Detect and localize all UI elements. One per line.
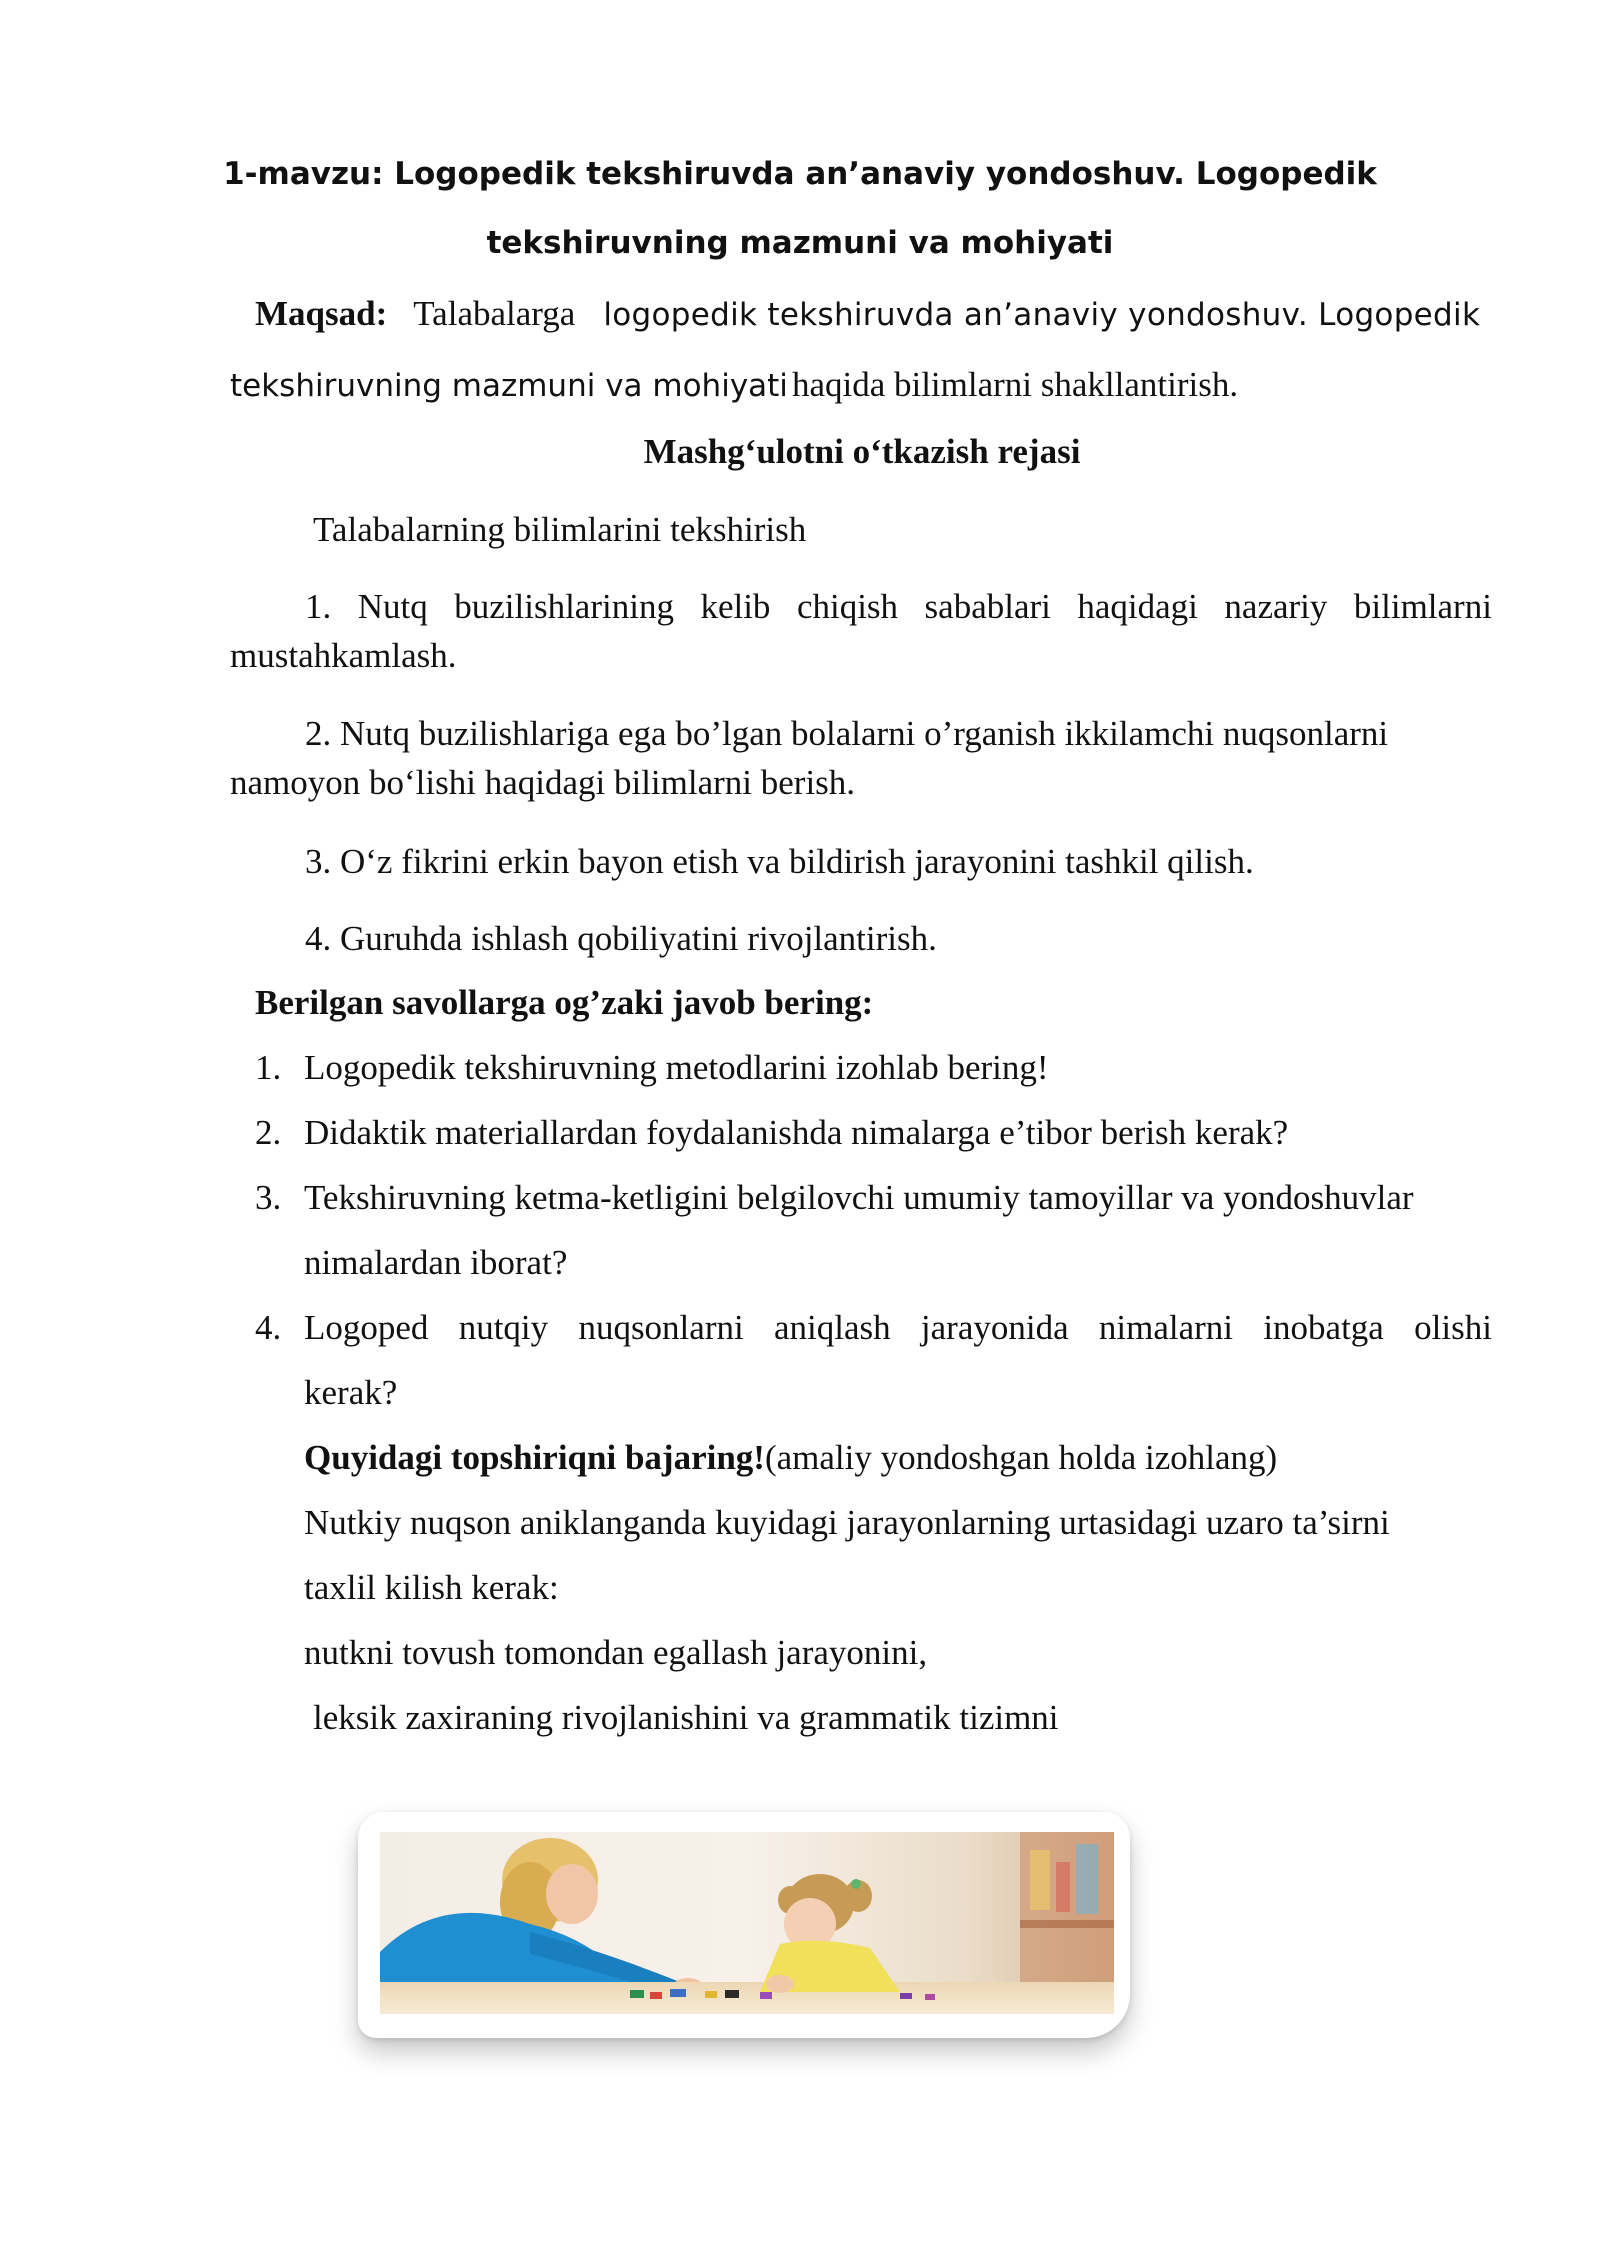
task-note: (amaliy yondoshgan holda izohlang) [764,1438,1278,1477]
goal-line-1 [255,294,1480,334]
plan-intro: Talabalarning bilimlarini tekshirish [313,510,807,549]
word: nazariy [1224,587,1328,626]
question-4-number: 4. [255,1308,282,1347]
word: nimalarni [1098,1308,1234,1347]
question-4-continuation: kerak? [304,1373,398,1412]
plan-heading: Mashg‘ulotni o‘tkazish rejasi [643,432,1081,471]
word: haqidagi [1077,587,1198,626]
goal-label: Maqsad: [255,294,388,333]
word: 1. [305,587,332,626]
word: sabablari [924,587,1051,626]
question-4-text [304,1308,1492,1348]
task-line-5: leksik zaxiraning rivojlanishini va grammatik tizimni [313,1698,1059,1737]
plan-item-4: 4. Guruhda ishlash qobiliyatini rivojlantirish. [305,919,937,958]
goal-text-sans: logopedik tekshiruvda an’anaviy yondoshuv. Logopedik [603,297,1481,333]
task-line-4: nutkni tovush tomondan egallash jarayonini, [304,1633,928,1672]
plan-item-2-line-2: namoyon bo‘lishi haqidagi bilimlarni berish. [230,763,856,802]
question-text: Tekshiruvning ketma-ketligini belgilovchi umumiy tamoyillar va yondoshuvlar [304,1178,1414,1217]
question-3 [255,1178,1414,1218]
question-number: 3. [255,1178,282,1217]
task-line-3: taxlil kilish kerak: [304,1568,559,1607]
task-line-1 [304,1438,1277,1478]
page-title-line-1: 1-mavzu: Logopedik tekshiruvda an’anaviy yondoshuv. Logopedik [223,156,1377,192]
goal-text-sans-2: tekshiruvning mazmuni va mohiyati [230,368,788,404]
question-3-continuation: nimalardan iborat? [304,1243,568,1282]
word: olishi [1414,1308,1492,1347]
task-title: Quyidagi topshiriqni bajaring! [304,1438,765,1477]
question-number: 2. [255,1113,282,1152]
question-text: Logopedik tekshiruvning metodlarini izohlab bering! [304,1048,1049,1087]
question-text: Didaktik materiallardan foydalanishda nimalarga e’tibor berish kerak? [304,1113,1289,1152]
page-title-line-2: tekshiruvning mazmuni va mohiyati [486,225,1114,261]
goal-text-serif-2: haqida bilimlarni shakllantirish. [791,365,1239,404]
photo-illustration [380,1832,1114,2014]
word: Logoped [304,1308,429,1347]
plan-item-3: 3. O‘z fikrini erkin bayon etish va bildirish jarayonini tashkil qilish. [305,842,1254,881]
question-number: 1. [255,1048,282,1087]
word: nutqiy [458,1308,549,1347]
word: buzilishlarining [454,587,674,626]
plan-item-1-line-1 [305,587,1492,627]
word: Nutq [357,587,428,626]
word: inobatga [1263,1308,1384,1347]
question-2 [255,1113,1289,1153]
word: aniqlash [773,1308,891,1347]
goal-line-2 [230,365,1238,405]
word: bilimlarni [1353,587,1492,626]
question-1 [255,1048,1049,1088]
plan-item-1-line-2: mustahkamlash. [230,636,457,675]
word: nuqsonlarni [578,1308,744,1347]
task-line-2: Nutkiy nuqson aniklanganda kuyidagi jarayonlarning urtasidagi uzaro ta’sirni [304,1503,1390,1542]
plan-item-2-line-1: 2. Nutq buzilishlariga ega bo’lgan bolalarni o’rganish ikkilamchi nuqsonlarni [305,714,1389,753]
photo-teacher-child [380,1832,1114,2014]
word: kelib [700,587,771,626]
word: chiqish [796,587,899,626]
word: jarayonida [920,1308,1069,1347]
questions-heading: Berilgan savollarga og’zaki javob bering: [255,983,874,1022]
goal-text-serif: Talabalarga [413,294,576,333]
